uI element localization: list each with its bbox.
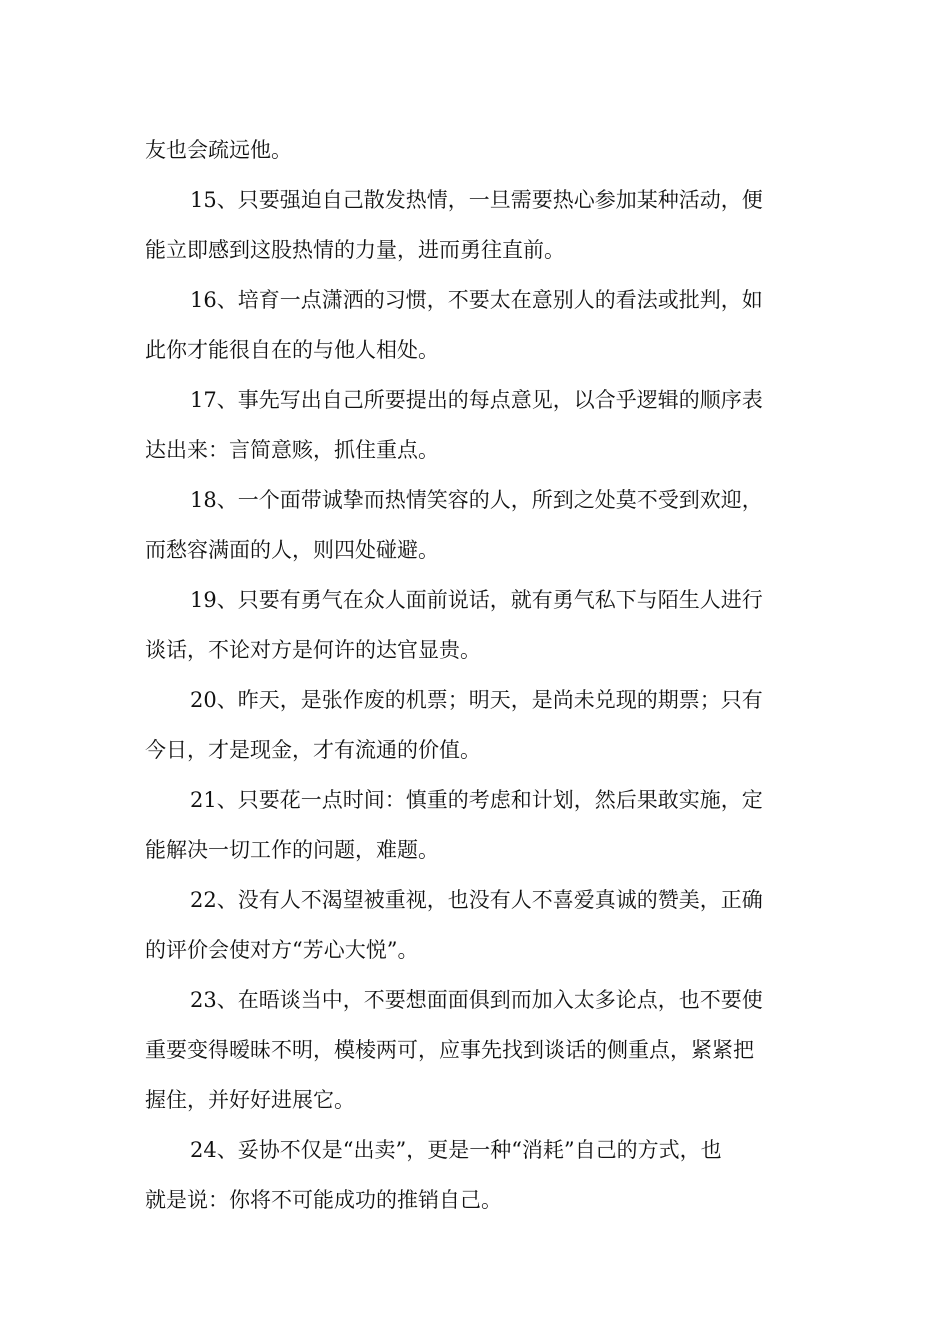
document-body — [145, 125, 807, 1225]
paragraph-item-24 — [145, 1125, 807, 1225]
text-line: 握住，并好好进展它。 — [145, 1088, 355, 1112]
paragraph-item-23 — [145, 975, 807, 1125]
paragraph-item-20 — [145, 675, 807, 775]
text-line: 20、昨天，是张作废的机票；明天，是尚未兑现的期票；只有 — [190, 688, 763, 712]
paragraph-item-15 — [145, 175, 807, 275]
text-line: 19、只要有勇气在众人面前说话，就有勇气私下与陌生人进行 — [190, 588, 763, 612]
paragraph-item-21 — [145, 775, 807, 875]
text-line: 今日，才是现金，才有流通的价值。 — [145, 738, 481, 762]
text-line: 22、没有人不渴望被重视，也没有人不喜爱真诚的赞美，正确 — [190, 888, 763, 912]
paragraph-item-22 — [145, 875, 807, 975]
paragraph-item-17 — [145, 375, 807, 475]
text-line: 达出来：言简意赅，抓住重点。 — [145, 438, 439, 462]
text-line: 谈话，不论对方是何许的达官显贵。 — [145, 638, 481, 662]
paragraph-item-16 — [145, 275, 807, 375]
text-line: 的评价会使对方“芳心大悦”。 — [145, 938, 419, 962]
text-line: 友也会疏远他。 — [145, 138, 292, 162]
text-line: 此你才能很自在的与他人相处。 — [145, 338, 439, 362]
paragraph-continuation — [145, 125, 807, 175]
paragraph-item-18 — [145, 475, 807, 575]
text-line: 23、在晤谈当中，不要想面面俱到而加入太多论点，也不要使 — [190, 988, 763, 1012]
paragraph-item-19 — [145, 575, 807, 675]
text-line: 21、只要花一点时间：慎重的考虑和计划，然后果敢实施，定 — [190, 788, 763, 812]
text-line: 重要变得暧昧不明，模棱两可，应事先找到谈话的侧重点，紧紧把 — [145, 1038, 754, 1062]
text-line: 24、妥协不仅是“出卖”，更是一种“消耗”自己的方式，也 — [190, 1138, 722, 1162]
text-line: 16、培育一点潇洒的习惯，不要太在意别人的看法或批判，如 — [190, 288, 763, 312]
text-line: 就是说：你将不可能成功的推销自己。 — [145, 1188, 502, 1212]
text-line: 18、一个面带诚挚而热情笑容的人，所到之处莫不受到欢迎， — [190, 488, 763, 512]
text-line: 而愁容满面的人，则四处碰避。 — [145, 538, 439, 562]
text-line: 能解决一切工作的问题，难题。 — [145, 838, 439, 862]
text-line: 能立即感到这股热情的力量，进而勇往直前。 — [145, 238, 565, 262]
text-line: 15、只要强迫自己散发热情，一旦需要热心参加某种活动，便 — [190, 188, 763, 212]
text-line: 17、事先写出自己所要提出的每点意见，以合乎逻辑的顺序表 — [190, 388, 763, 412]
